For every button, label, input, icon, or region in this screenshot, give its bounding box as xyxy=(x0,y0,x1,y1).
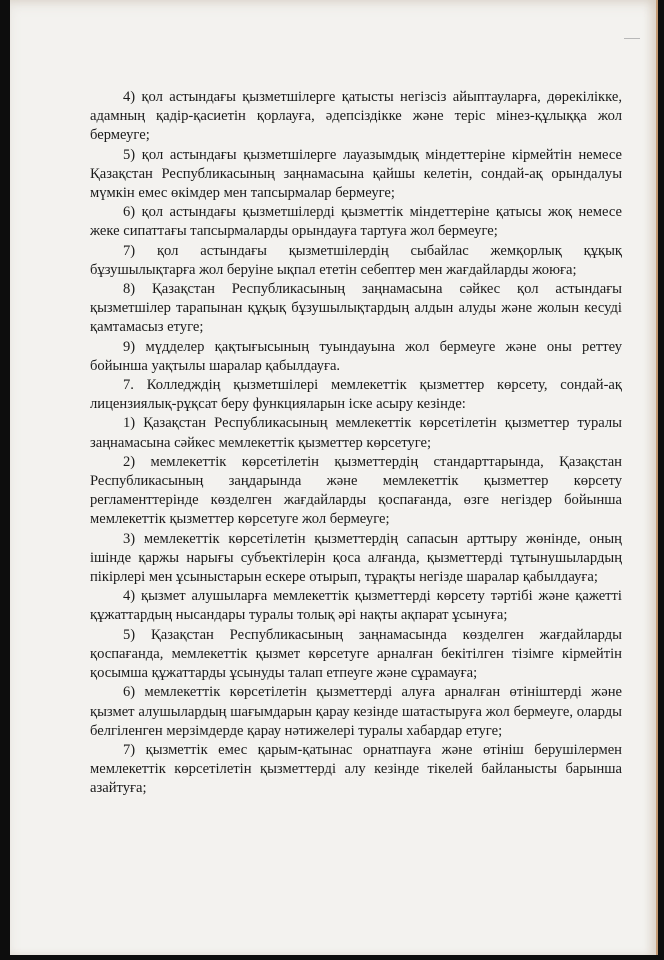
paragraph-item: 5) Қазақстан Республикасының заңнамасында көзделген жағдайларды қоспағанда, мемлекеттік қызмет көрсетуге арналған бекітілген тізімге кірмейтін қосымша құжаттарды ұсынуды талап етпеуге және сұрамауға; xyxy=(90,626,622,682)
document-page xyxy=(10,0,658,955)
paragraph-item: 8) Қазақстан Республикасының заңнамасына сәйкес қол астындағы қызметшілер тарапынан құқық бұзушылықтардың алдын алуды және жолын кесуді қамтамасыз етуге; xyxy=(90,281,622,336)
document-body xyxy=(90,88,622,799)
paragraph-item: 5) қол астындағы қызметшілерге лауазымдық міндеттеріне кірмейтін немесе Қазақстан Республикасының заңнамасына қайшы келетін, сондай-ақ орындалуы мүмкін емес өкімдер мен тапсырмалар бермеуге; xyxy=(90,146,622,202)
paragraph-item: 6) мемлекеттік көрсетілетін қызметтерді алуға арналған өтініштерді және қызмет алушылардың шағымдарын қарау кезінде шатастыруға жол бермеуге, оларды белгіленген мерзімдерде қарау нәтижелері туралы хабардар етуге; xyxy=(90,684,622,739)
paragraph-item: 9) мүдделер қақтығысының туындауына жол бермеуге және оны реттеу бойынша уақтылы шаралар қабылдауға. xyxy=(90,338,622,374)
paragraph-item: 1) Қазақстан Республикасының мемлекеттік көрсетілетін қызметтер туралы заңнамасына сәйкес мемлекеттік қызметтер көрсетуге; xyxy=(90,415,622,451)
paragraph-item: 7) қызметтік емес қарым-қатынас орнатпауға және өтініш берушілермен мемлекеттік көрсетілетін қызметтерді алу кезінде тікелей байланысты барынша азайтуға; xyxy=(90,741,622,797)
paragraph-item: 6) қол астындағы қызметшілерді қызметтік міндеттеріне қатысы жоқ немесе жеке сипаттағы тапсырмаларды орындауға тартуға жол бермеуге; xyxy=(90,204,622,240)
scan-mark xyxy=(624,38,640,39)
paragraph-item: 4) қызмет алушыларға мемлекеттік қызметтерді көрсету тәртібі және қажетті құжаттардың нысандары туралы толық әрі нақты ақпарат ұсынуға; xyxy=(90,588,622,624)
section-heading: 7. Колледждің қызметшілері мемлекеттік қызметтер көрсету, сондай-ақ лицензиялық-рұқсат беру функцияларын іске асыру кезінде: xyxy=(90,377,622,413)
paragraph-item: 4) қол астындағы қызметшілерге қатысты негізсіз айыптауларға, дөрекілікке, адамның қадір-қасиетін қорлауға, әдепсіздікке және теріс мінез-құлыққа жол бермеуге; xyxy=(90,89,622,144)
paragraph-item: 3) мемлекеттік көрсетілетін қызметтердің сапасын арттыру жөнінде, оның ішінде қаржы нарығы субъектілерін қоса алғанда, қызметтерді тұтынушылардың пікірлері мен ұсыныстарын ескере отырып, тұрақты негізде шаралар қабылдауға; xyxy=(90,530,622,586)
paragraph-item: 7) қол астындағы қызметшілердің сыбайлас жемқорлық құқық бұзушылықтарға жол беруіне ықпал ететін себептер мен жағдайларды жоюға; xyxy=(90,242,622,278)
paragraph-item: 2) мемлекеттік көрсетілетін қызметтердің стандарттарында, Қазақстан Республикасының заңдарында және мемлекеттік қызметтер көрсету регламенттерінде көзделген жағдайларды қоспағанда, өзге негіздер бойынша мемлекеттік қызметтер көрсетуге жол бермеуге; xyxy=(90,453,622,528)
